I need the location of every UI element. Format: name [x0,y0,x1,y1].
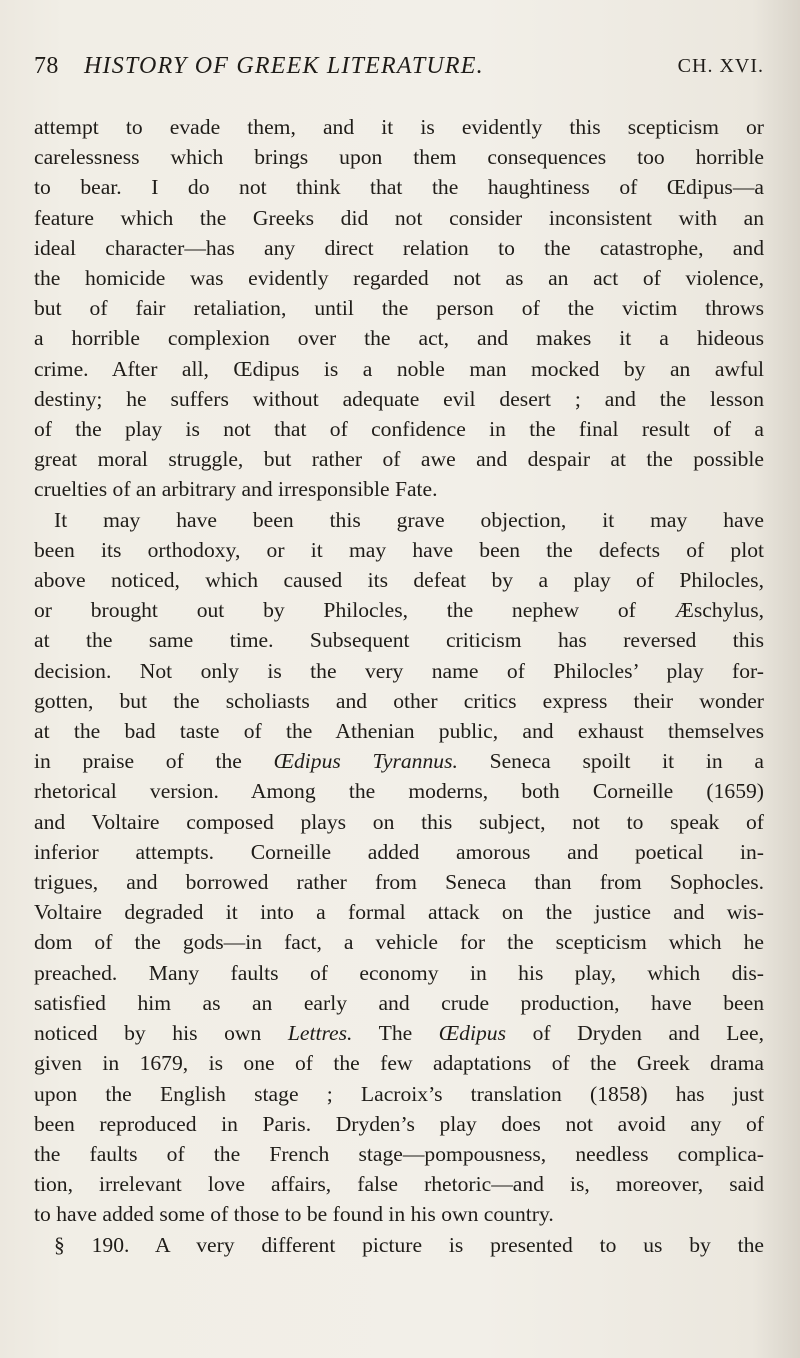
text-line [34,1018,764,1048]
text-segment: in praise of the [34,749,274,774]
text-segment: the homicide was evidently regarded not as an act of violence, [34,266,764,291]
text-line [34,1230,764,1260]
text-segment: ideal character—has any direct relation to the catastrophe, and [34,235,764,260]
text-segment: tion, irrelevant love affairs, false rhetoric—and is, moreover, said [34,1172,764,1197]
text-segment: gotten, but the scholiasts and other critics express their wonder [34,688,764,713]
text-line [34,595,764,625]
text-segment: to bear. I do not think that the haughtiness of Œdipus—a [34,175,764,200]
text-line [34,1109,764,1139]
text-line [34,535,764,565]
text-segment: or brought out by Philocles, the nephew of Æschylus, [34,598,764,623]
text-segment: Seneca spoilt it in a [457,749,764,774]
text-line [34,474,764,504]
text-segment: noticed by his own [34,1021,288,1046]
text-line [34,1139,764,1169]
text-line [34,1079,764,1109]
italic-title: Lettres. [287,1021,353,1046]
text-line [34,293,764,323]
text-segment: Voltaire degraded it into a formal attack on the justice and wis- [34,900,764,925]
page-number: 78 [34,53,59,79]
text-segment: § 190. A very different picture is presented to us by the [54,1232,764,1257]
text-segment: It may have been this grave objection, it may have [54,507,764,532]
text-line [34,958,764,988]
text-line [34,686,764,716]
text-line [34,112,764,142]
text-segment: attempt to evade them, and it is evidently this scepticism or [34,115,764,139]
text-segment: inferior attempts. Corneille added amorous and poetical in- [34,839,764,864]
text-segment: feature which the Greeks did not consider inconsistent with an [34,205,764,230]
text-line [34,414,764,444]
text-line [34,565,764,595]
text-segment: decision. Not only is the very name of Philocles’ play for- [34,658,764,683]
text-line [34,656,764,686]
text-segment: to have added some of those to be found in his own country. [34,1202,554,1227]
page-header [34,48,764,84]
text-line [34,142,764,172]
chapter-label: CH. XVI. [677,55,764,77]
text-segment: dom of the gods—in fact, a vehicle for the scepticism which he [34,930,764,955]
text-segment: a horrible complexion over the act, and makes it a hideous [34,326,764,351]
text-segment: trigues, and borrowed rather from Seneca than from Sophocles. [34,870,764,895]
text-segment: but of fair retaliation, until the person of the victim throws [34,296,764,321]
text-segment: cruelties of an arbitrary and irresponsible Fate. [34,477,438,502]
text-line [34,444,764,474]
text-line [34,323,764,353]
text-line [34,776,764,806]
text-segment: crime. After all, Œdipus is a noble man mocked by an awful [34,356,764,381]
text-segment: the faults of the French stage—pompousness, needless complica- [34,1141,764,1166]
text-line [34,746,764,776]
text-line [34,897,764,927]
text-line [34,354,764,384]
text-segment: at the bad taste of the Athenian public, and exhaust themselves [34,719,764,744]
text-segment: destiny; he suffers without adequate evil desert ; and the lesson [34,386,764,411]
text-line [34,203,764,233]
text-segment: of the play is not that of confidence in the final result of a [34,417,764,442]
text-segment: great moral struggle, but rather of awe and despair at the possible [34,447,764,472]
text-line [34,1169,764,1199]
body-text [34,112,764,1260]
text-line [34,716,764,746]
text-line [34,263,764,293]
text-segment: at the same time. Subsequent criticism has reversed this [34,628,764,653]
text-segment: The [352,1021,439,1046]
text-line [34,988,764,1018]
italic-title: Œdipus Tyrannus. [273,749,458,774]
text-segment: preached. Many faults of economy in his play, which dis- [34,960,764,985]
text-line [34,384,764,414]
text-line [34,505,764,535]
text-line [34,233,764,263]
text-segment: given in 1679, is one of the few adaptations of the Greek drama [34,1051,764,1076]
text-segment: upon the English stage ; Lacroix’s translation (1858) has just [34,1081,764,1106]
text-segment: carelessness which brings upon them consequences too horrible [34,145,764,170]
text-segment: satisfied him as an early and crude production, have been [34,990,764,1015]
text-segment: been reproduced in Paris. Dryden’s play does not avoid any of [34,1111,764,1136]
text-line [34,1199,764,1229]
text-segment: been its orthodoxy, or it may have been the defects of plot [34,537,764,562]
text-segment: above noticed, which caused its defeat by a play of Philocles, [34,568,764,593]
text-segment: and Voltaire composed plays on this subject, not to speak of [34,809,764,834]
text-line [34,807,764,837]
text-line [34,927,764,957]
text-line [34,837,764,867]
running-title: HISTORY OF GREEK LITERATURE. [84,53,484,79]
text-segment: rhetorical version. Among the moderns, both Corneille (1659) [34,779,764,804]
text-line [34,625,764,655]
text-line [34,172,764,202]
text-segment: of Dryden and Lee, [505,1021,764,1046]
text-line [34,867,764,897]
italic-title: Œdipus [438,1021,506,1046]
text-line [34,1048,764,1078]
